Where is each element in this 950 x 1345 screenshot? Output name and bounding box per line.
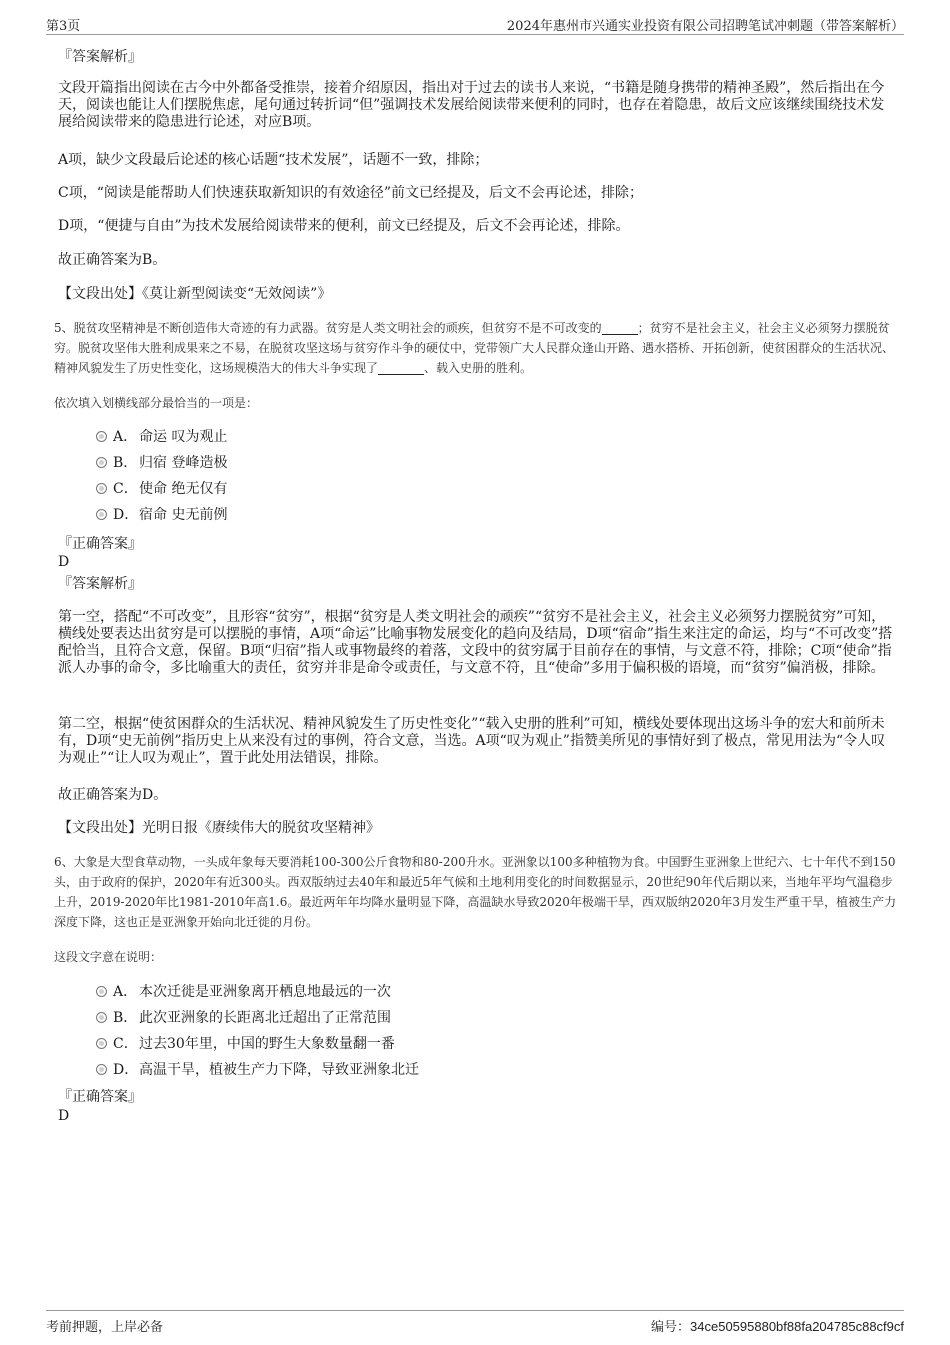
radio-icon[interactable]	[96, 509, 107, 520]
radio-icon[interactable]	[96, 457, 107, 468]
document-code-value: 34ce50595880bf88fa204785c88cf9cf	[690, 1319, 904, 1334]
q4-source: 【文段出处】《莫让新型阅读变“无效阅读”》	[58, 286, 332, 302]
q4-analysis-para-3: C项，“阅读是能帮助人们快速获取新知识的有效途径”前文已经提及，后文不会再论述，排除；	[58, 185, 644, 201]
q5-stem-part-1: 5、脱贫攻坚精神是不断创造伟大奇迹的有力武器。贫穷是人类文明社会的顽疾，但贫穷不是不可改变的	[54, 321, 602, 335]
radio-icon[interactable]	[96, 1064, 107, 1075]
q6-option-a[interactable]: A． 本次迁徙是亚洲象离开栖息地最远的一次	[96, 983, 391, 1001]
page-footer	[46, 1310, 904, 1333]
q4-analysis-para-2: A项，缺少文段最后论述的核心话题“技术发展”，话题不一致，排除；	[58, 152, 489, 168]
q6-answer: D	[58, 1108, 70, 1124]
footer-slogan: 考前押题，上岸必备	[46, 1320, 164, 1335]
radio-icon[interactable]	[96, 483, 107, 494]
q5-option-b[interactable]: B． 归宿 登峰造极	[96, 454, 227, 472]
q5-blank-2	[378, 360, 424, 375]
q5-analysis-label: 『答案解析』	[58, 576, 142, 592]
q6-stem: 6、大象是大型食草动物，一头成年象每天要消耗100-300公斤食物和80-200升水。亚洲象以100多种植物为食。中国野生亚洲象上世纪六、七十年代不到150头，由于政府的保护，2020年有近300头。西双版纳过去40年和最近5年气候和土地利用变化的时间数据显示，20世纪90年代后期以来，当地年平均气温稳步上升，2019-2020年比1981-2010年高1.6。最近两年年均降水量明显下降，高温缺水导致2020年极端干旱，西双版纳2020年3月发生严重干旱，植被生产力深度下降，这也正是亚洲象开始向北迁徙的月份。	[54, 855, 897, 929]
radio-icon[interactable]	[96, 1038, 107, 1049]
q5-answer-label: 『正确答案』	[58, 536, 142, 552]
q5-stem-part-3: 、载入史册的胜利。	[424, 361, 533, 375]
q5-blank-1	[602, 320, 638, 335]
q5-stem-part-2: ；贫穷不是社会主义，社会主义必须努力摆脱贫穷。脱贫攻坚伟大胜利成果来之不易，在脱贫攻坚这场与贫穷作斗争的硬仗中，党带领广大人民群众逢山开路、遇水搭桥、开拓创新，使贫困群众的生活状况、精神风貌发生了历史性变化，这场规模浩大的伟大斗争实现了	[54, 321, 895, 375]
q5-stem	[54, 318, 900, 378]
radio-icon[interactable]	[96, 986, 107, 997]
document-title: 2024年惠州市兴通实业投资有限公司招聘笔试冲刺题（带答案解析）	[506, 19, 904, 34]
q4-analysis-label: 『答案解析』	[58, 49, 142, 65]
radio-icon[interactable]	[96, 1012, 107, 1023]
q6-answer-label: 『正确答案』	[58, 1089, 142, 1105]
q5-option-c[interactable]: C．使命 绝无仅有	[96, 480, 227, 498]
q5-source: 【文段出处】光明日报《赓续伟大的脱贫攻坚精神》	[58, 820, 380, 836]
radio-icon[interactable]	[96, 431, 107, 442]
q5-conclusion: 故正确答案为D。	[58, 787, 168, 803]
page-header	[46, 14, 904, 35]
document-code	[651, 1316, 904, 1335]
q5-answer: D	[58, 554, 70, 570]
q4-analysis-para-4: D项，“便捷与自由”为技术发展给阅读带来的便利，前文已经提及，后文不会再论述，排除。	[58, 218, 630, 234]
q6-prompt: 这段文字意在说明：	[54, 950, 163, 964]
q6-option-d[interactable]: D．高温干旱，植被生产力下降，导致亚洲象北迁	[96, 1061, 419, 1079]
q5-option-a[interactable]: A． 命运 叹为观止	[96, 428, 227, 446]
document-code-label: 编号：	[651, 1320, 691, 1335]
page-number: 第3页	[46, 19, 81, 34]
q5-analysis-para-1: 第一空，搭配“不可改变”，且形容“贫穷”，根据“贫穷是人类文明社会的顽疾”“贫穷不是社会主义，社会主义必须努力摆脱贫穷”可知，横线处要表达出贫穷是可以摆脱的事情，A项“命运”比喻事物发展变化的趋向及结局，D项“宿命”指生来注定的命运，均与“不可改变”搭配恰当，且符合文意，保留。B项“归宿”指人或事物最终的着落，文段中的贫穷属于目前存在的事情，与文意不符，排除；C项“使命”指派人办事的命令，多比喻重大的责任，贫穷并非是命令或责任，与文意不符，且“使命”多用于偏积极的语境，而“贫穷”偏消极，排除。	[58, 609, 893, 676]
q6-option-b[interactable]: B． 此次亚洲象的长距离北迁超出了正常范围	[96, 1009, 391, 1027]
q4-analysis-para-1: 文段开篇指出阅读在古今中外都备受推崇，接着介绍原因，指出对于过去的读书人来说，“书籍是随身携带的精神圣殿”，然后指出在今天，阅读也能让人们摆脱焦虑，尾句通过转折词“但”强调技术发展给阅读带来便利的同时，也存在着隐患，故后文应该继续围绕技术发展给阅读带来的隐患进行论述，对应B项。	[58, 80, 885, 130]
q5-option-d[interactable]: D．宿命 史无前例	[96, 506, 227, 524]
q6-option-c[interactable]: C．过去30年里，中国的野生大象数量翻一番	[96, 1035, 395, 1053]
q5-prompt: 依次填入划横线部分最恰当的一项是：	[54, 396, 259, 410]
q5-analysis-para-2: 第二空，根据“使贫困群众的生活状况、精神风貌发生了历史性变化”“载入史册的胜利”可知，横线处要体现出这场斗争的宏大和前所未有，D项“史无前例”指历史上从来没有过的事例，符合文意，当选。A项“叹为观止”指赞美所见的事情好到了极点，常见用法为“令人叹为观止”“让人叹为观止”，置于此处用法错误，排除。	[58, 716, 886, 766]
q4-conclusion: 故正确答案为B。	[58, 252, 167, 268]
